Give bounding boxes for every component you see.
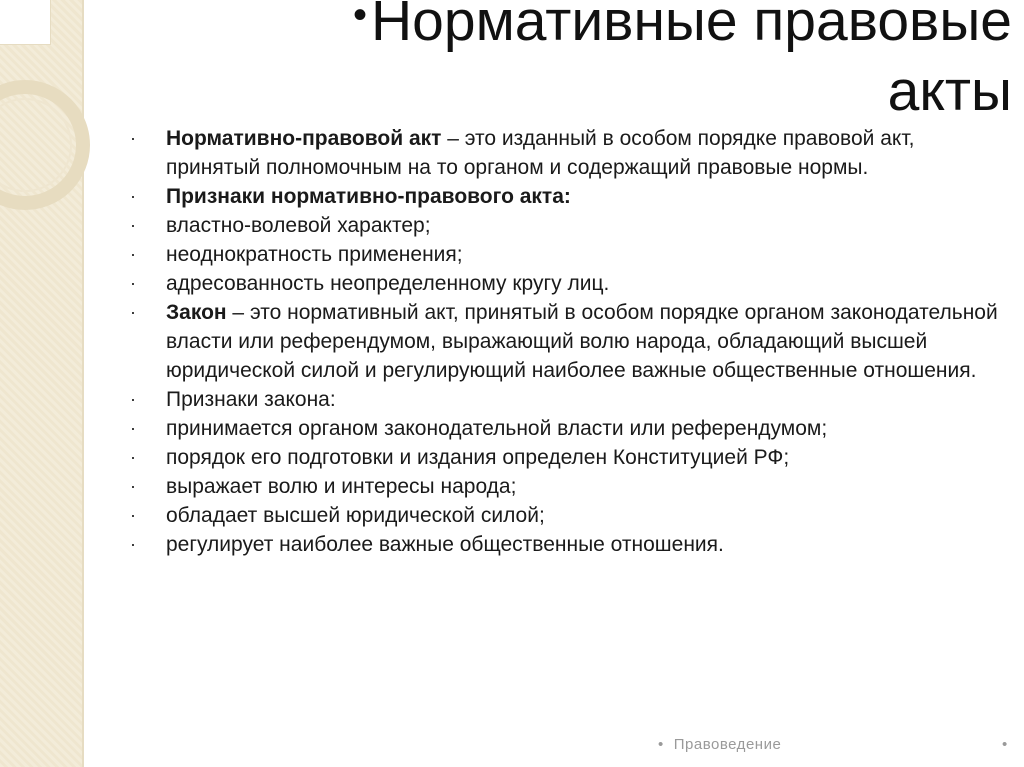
list-item-text: обладает высшей юридической силой; bbox=[166, 504, 545, 527]
list-bullet: · bbox=[130, 128, 136, 148]
list-bullet: · bbox=[130, 215, 136, 235]
list-bullet: · bbox=[130, 186, 136, 206]
list-bullet: · bbox=[130, 534, 136, 554]
list-item bbox=[130, 501, 1000, 530]
list-item-term: Нормативно-правовой акт bbox=[166, 127, 442, 150]
list-item-term: Закон bbox=[166, 301, 227, 324]
list-item bbox=[130, 298, 1000, 385]
list-item-text: – это нормативный акт, принятый в особом порядке органом законодательной власти или референдумом, выражающий волю народа, обладающий высшей юридической силой и регулирующий наиболее важные общественные отношения. bbox=[166, 301, 998, 382]
slide-title-line-1 bbox=[232, 0, 1012, 56]
list-item bbox=[130, 182, 1000, 211]
list-bullet: · bbox=[130, 447, 136, 467]
slide-title-line-2: акты bbox=[887, 59, 1012, 123]
list-item bbox=[130, 472, 1000, 501]
list-bullet: · bbox=[130, 505, 136, 525]
list-bullet: · bbox=[130, 418, 136, 438]
slide-footer bbox=[658, 736, 781, 753]
list-item bbox=[130, 240, 1000, 269]
list-item-text: – это изданный в особом порядке правовой акт, принятый полномочным на то органом и содержащий правовые нормы. bbox=[166, 127, 915, 179]
list-item-text: властно-волевой характер; bbox=[166, 214, 431, 237]
list-item bbox=[130, 414, 1000, 443]
list-item-text: адресованность неопределенному кругу лиц. bbox=[166, 272, 610, 295]
list-bullet: · bbox=[130, 389, 136, 409]
footer-bullet: • bbox=[658, 736, 664, 753]
list-bullet: · bbox=[130, 273, 136, 293]
list-bullet: · bbox=[130, 244, 136, 264]
list-item-text: регулирует наиболее важные общественные отношения. bbox=[166, 533, 724, 556]
slide-title bbox=[232, 0, 1012, 126]
list-item-text: неоднократность применения; bbox=[166, 243, 463, 266]
bullet-list bbox=[130, 124, 1000, 559]
list-item bbox=[130, 385, 1000, 414]
list-item bbox=[130, 443, 1000, 472]
list-bullet: · bbox=[130, 302, 136, 322]
list-item-term: Признаки нормативно-правового акта: bbox=[166, 185, 571, 208]
list-item bbox=[130, 124, 1000, 182]
list-bullet: · bbox=[130, 476, 136, 496]
list-item-text: порядок его подготовки и издания определен Конституцией РФ; bbox=[166, 446, 790, 469]
list-item-text: Признаки закона: bbox=[166, 388, 336, 411]
list-item bbox=[130, 530, 1000, 559]
list-item-text: выражает волю и интересы народа; bbox=[166, 475, 517, 498]
title-bullet: • bbox=[353, 0, 368, 37]
list-item bbox=[130, 211, 1000, 240]
footer-right-bullet: • bbox=[1002, 736, 1008, 753]
list-item bbox=[130, 269, 1000, 298]
footer-label: Правоведение bbox=[673, 736, 782, 753]
title-line-1-text: Нормативные правовые bbox=[371, 0, 1012, 53]
list-item-text: принимается органом законодательной власти или референдумом; bbox=[166, 417, 828, 440]
corner-panel bbox=[0, 0, 51, 45]
